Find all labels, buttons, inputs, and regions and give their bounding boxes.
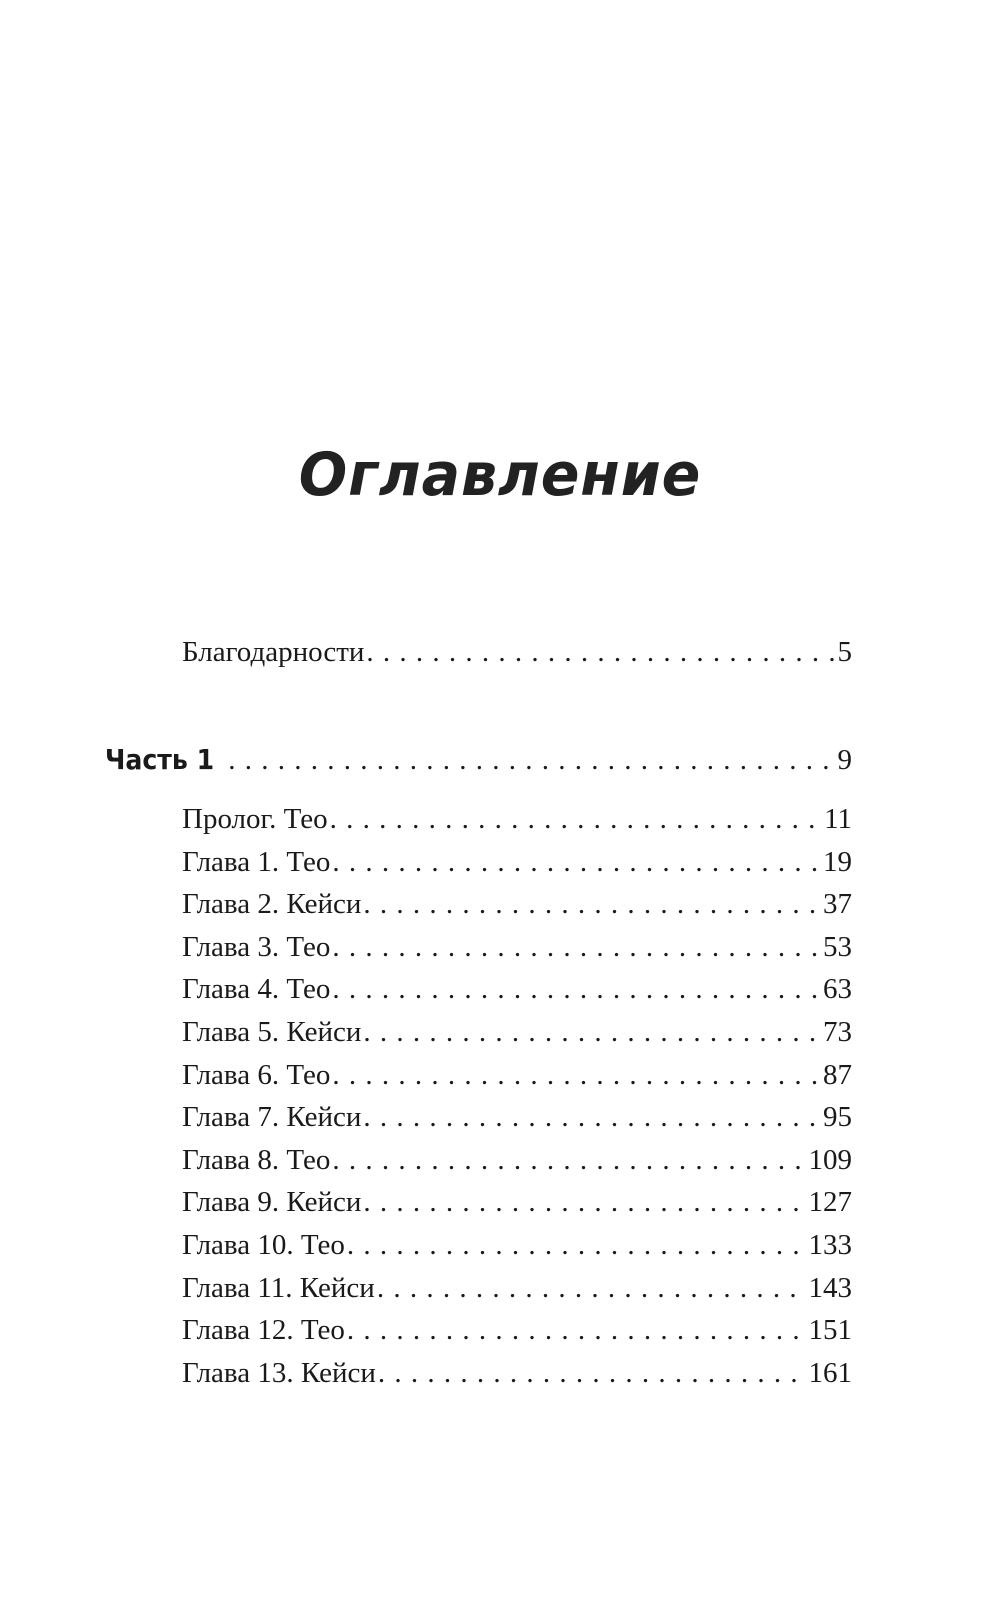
toc-entry-page: 127 [808,1186,852,1219]
toc-entry-page: 63 [823,973,852,1006]
toc-leader-dots [332,931,821,964]
toc-entry-page: 133 [808,1229,852,1261]
toc-leader-dots [366,636,835,669]
toc-part-page: 9 [837,744,852,776]
toc-leader-dots [378,1357,807,1390]
toc-leader-dots [377,1272,807,1305]
toc-entry-label: Глава 10. Тео [182,1229,345,1261]
toc-entry-label: Глава 9. Кейси [182,1186,362,1219]
toc-entry [182,1016,852,1049]
toc-leader-dots [332,1059,821,1092]
toc-entry [182,1059,852,1092]
toc-leader-dots [363,1186,806,1219]
toc-entry-label: Глава 1. Тео [182,845,331,878]
toc-entry-label: Глава 7. Кейси [182,1101,362,1134]
toc-entry-page: 151 [808,1314,852,1347]
toc-entry [182,1272,852,1305]
toc-entry [182,888,852,921]
toc-leader-dots [363,1016,821,1049]
toc-entry-page: 95 [823,1101,852,1134]
toc-entry [182,931,852,964]
toc-entry [182,1101,852,1134]
toc-entry-page: 53 [823,930,852,963]
toc-entry-page: 143 [808,1271,852,1304]
toc-entry-page: 37 [823,888,852,921]
toc-entry [182,1144,852,1177]
toc-part-label: Часть 1 [105,743,215,776]
toc-entry [182,803,852,836]
toc-leader-dots [330,803,822,836]
toc-entry-page: 5 [837,636,852,668]
toc-entry-acknowledgements [182,636,852,669]
toc-entry-page: 73 [823,1016,852,1048]
toc-leader-dots [228,744,835,777]
toc-entry-page: 19 [823,845,852,878]
toc-entry-label: Глава 13. Кейси [182,1356,376,1389]
toc-leader-dots [347,1314,807,1347]
toc-part-heading [105,743,852,777]
toc-leader-dots [363,1101,821,1134]
toc-entry-page: 87 [823,1058,852,1091]
page-title: Оглавление [298,440,702,510]
toc-entry [182,846,852,879]
toc-entry-label: Глава 5. Кейси [182,1016,362,1048]
toc-entry-label: Глава 3. Тео [182,930,331,963]
toc-leader-dots [332,846,821,879]
toc-entry [182,1314,852,1347]
toc-entry-label: Пролог. Тео [182,803,328,835]
toc-entry-label: Глава 6. Тео [182,1058,331,1091]
toc-leader-dots [332,973,821,1006]
toc-entry [182,973,852,1006]
toc-leader-dots [363,888,821,921]
toc-entry-label: Благодарности [182,636,365,668]
toc-entry-label: Глава 11. Кейси [182,1271,375,1304]
toc-entry-label: Глава 2. Кейси [182,888,362,921]
toc-entry-page: 161 [808,1356,852,1389]
toc-entry-page: 11 [824,803,852,835]
toc-leader-dots [332,1144,806,1177]
toc-entry [182,1186,852,1219]
toc-leader-dots [347,1229,807,1262]
toc-entry-label: Глава 4. Тео [182,973,331,1006]
toc-entry [182,1229,852,1262]
toc-entry-label: Глава 8. Тео [182,1143,331,1176]
toc-entry-label: Глава 12. Тео [182,1314,345,1347]
toc-entry [182,1357,852,1390]
toc-entry-page: 109 [808,1143,852,1176]
